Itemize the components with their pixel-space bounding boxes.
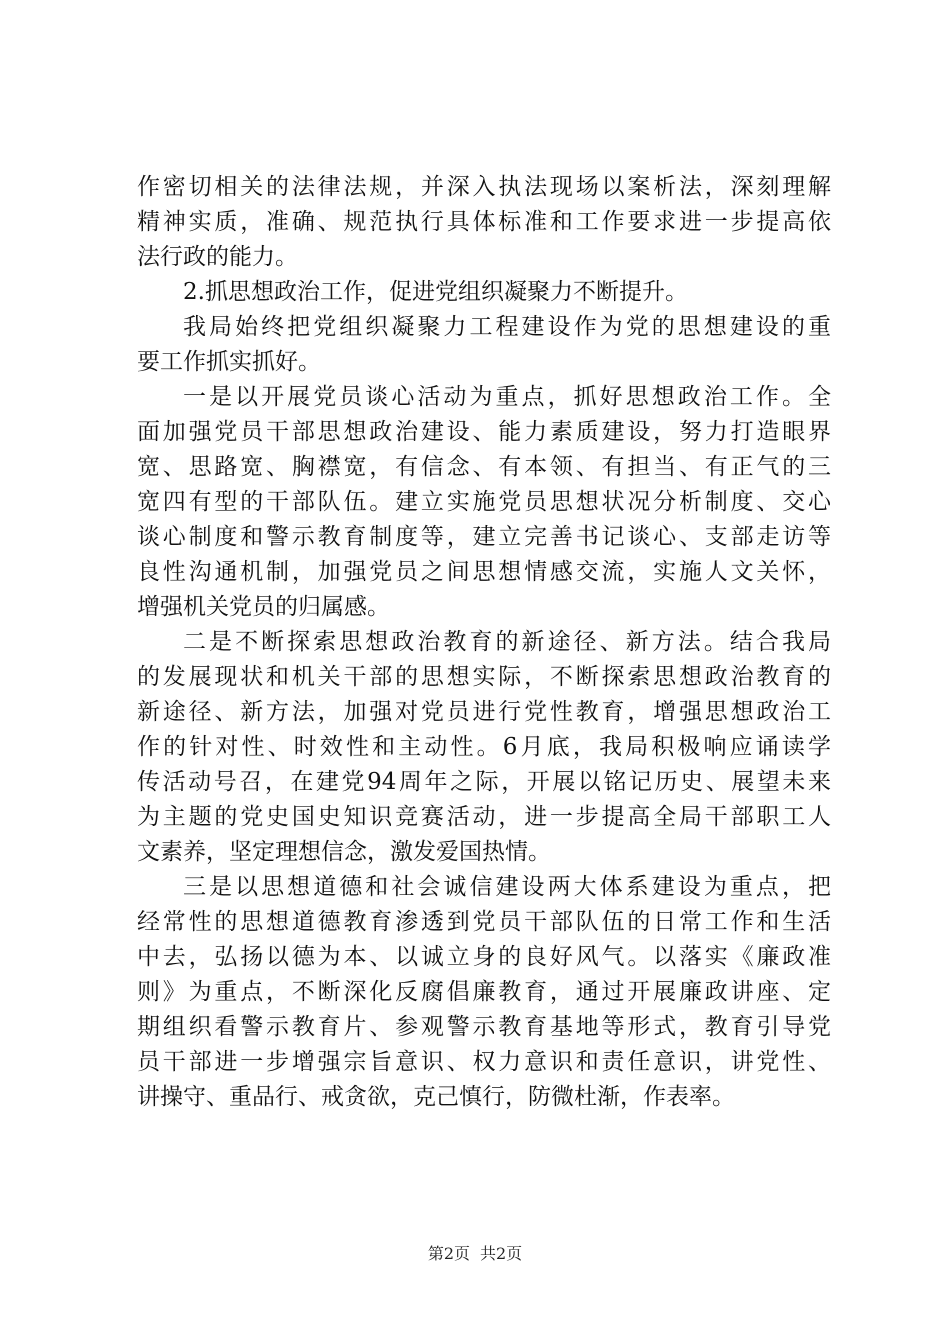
text-line: 作密切相关的法律法规，并深入执法现场以案析法，深刻理解	[137, 174, 831, 200]
section-heading: 2.抓思想政治工作，促进党组织凝聚力不断提升。	[183, 279, 688, 305]
text-line: 传活动号召，在建党94周年之际，开展以铭记历史、展望未来	[137, 769, 831, 795]
text-line: 宽、思路宽、胸襟宽，有信念、有本领、有担当、有正气的三	[137, 454, 831, 480]
text-line: 新途径、新方法，加强对党员进行党性教育，增强思想政治工	[137, 699, 831, 725]
document-body	[137, 170, 831, 1115]
text-line: 中去，弘扬以德为本、以诚立身的良好风气。以落实《廉政准	[137, 944, 831, 970]
text-line: 则》为重点，不断深化反腐倡廉教育，通过开展廉政讲座、定	[137, 979, 831, 1005]
text-line: 良性沟通机制，加强党员之间思想情感交流，实施人文关怀，	[137, 559, 831, 585]
text-line: 作的针对性、时效性和主动性。6月底，我局积极响应诵读学	[137, 734, 831, 760]
text-line: 经常性的思想道德教育渗透到党员干部队伍的日常工作和生活	[137, 909, 831, 935]
text-line: 期组织看警示教育片、参观警示教育基地等形式，教育引导党	[137, 1014, 831, 1040]
text-line: 法行政的能力。	[137, 244, 298, 270]
text-line: 为主题的党史国史知识竞赛活动，进一步提高全局干部职工人	[137, 804, 831, 830]
page-footer	[0, 1244, 950, 1264]
text-line: 文素养，坚定理想信念，激发爱国热情。	[137, 839, 551, 865]
text-line: 二是不断探索思想政治教育的新途径、新方法。结合我局	[183, 629, 831, 655]
page-number: 第2页	[427, 1244, 470, 1263]
text-line: 要工作抓实抓好。	[137, 349, 321, 375]
text-line: 三是以思想道德和社会诚信建设两大体系建设为重点，把	[183, 874, 831, 900]
text-line: 我局始终把党组织凝聚力工程建设作为党的思想建设的重	[183, 314, 831, 340]
text-line: 的发展现状和机关干部的思想实际，不断探索思想政治教育的	[137, 664, 831, 690]
text-line: 一是以开展党员谈心活动为重点，抓好思想政治工作。全	[183, 384, 831, 410]
text-line: 员干部进一步增强宗旨意识、权力意识和责任意识，讲党性、	[137, 1049, 831, 1075]
text-line: 谈心制度和警示教育制度等，建立完善书记谈心、支部走访等	[137, 524, 831, 550]
text-line: 讲操守、重品行、戒贪欲，克己慎行，防微杜渐，作表率。	[137, 1084, 735, 1110]
text-line: 精神实质，准确、规范执行具体标准和工作要求进一步提高依	[137, 209, 831, 235]
text-line: 宽四有型的干部队伍。建立实施党员思想状况分析制度、交心	[137, 489, 831, 515]
text-line: 增强机关党员的归属感。	[137, 594, 390, 620]
page-total: 共2页	[480, 1244, 523, 1263]
text-line: 面加强党员干部思想政治建设、能力素质建设，努力打造眼界	[137, 419, 831, 445]
